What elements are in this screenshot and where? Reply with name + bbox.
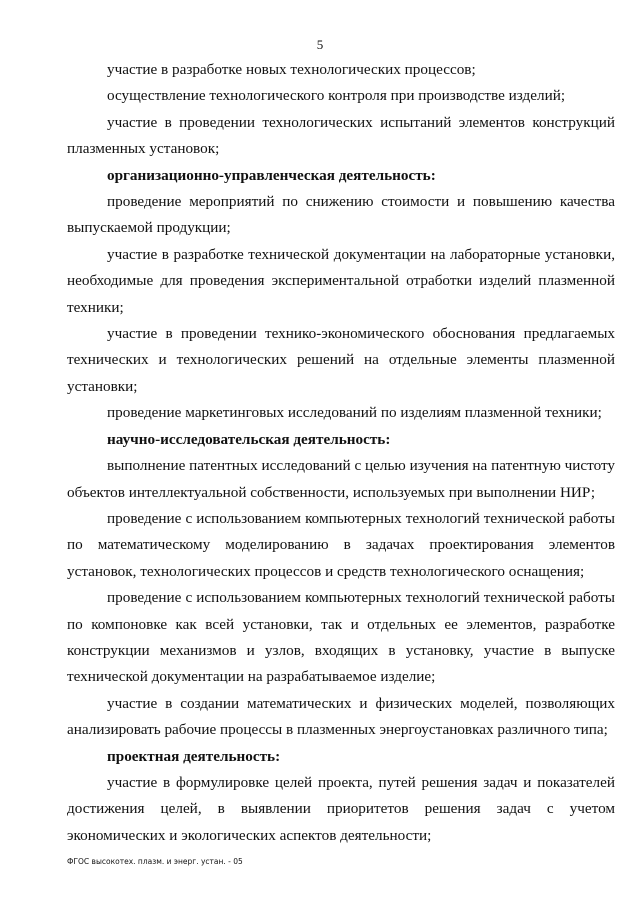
document-body [67, 57, 615, 849]
list-paragraph: участие в проведении технико-экономического обоснования предлагаемых технических и технологических решений на отдельные элементы плазменной установки; [67, 325, 615, 395]
list-paragraph: участие в разработке технической документации на лабораторные установки, необходимые для проведения экспериментальной отработки изделий плазменной техники; [67, 245, 615, 316]
section-heading: организационно-управленческая деятельность: [107, 166, 436, 184]
list-paragraph: участие в создании математических и физических моделей, позволяющих анализировать рабочие процессы в плазменных энергоустановках различного типа; [67, 694, 615, 739]
list-paragraph: участие в проведении технологических испытаний элементов конструкций плазменных установок; [67, 113, 615, 158]
list-paragraph: выполнение патентных исследований с целью изучения на патентную чистоту объектов интеллектуальной собственности, используемых при выполнении НИР; [67, 457, 615, 501]
list-paragraph: проведение с использованием компьютерных технологий технической работы по математическому моделированию в задачах проектирования элементов установок, технологических процессов и средств технологического оснащения; [67, 509, 615, 580]
section-heading: проектная деятельность: [107, 747, 281, 765]
list-paragraph: проведение мероприятий по снижению стоимости и повышению качества выпускаемой продукции; [67, 193, 615, 237]
page-number: 5 [316, 37, 324, 52]
list-paragraph: проведение с использованием компьютерных технологий технической работы по компоновке как всей установки, так и отдельных ее элементов, разработке конструкции механизмов и узлов, входящих в установку, участие в выпуске технической документации на разрабатываемое изделие; [67, 589, 615, 686]
list-paragraph: осуществление технологического контроля при производстве изделий; [107, 87, 566, 105]
page-footer: ФГОС высокотех. плазм. и энерг. устан. - 05 [67, 857, 243, 866]
section-heading: научно-исследовательская деятельность: [107, 430, 391, 448]
list-paragraph: участие в разработке новых технологических процессов; [107, 61, 476, 78]
list-paragraph: проведение маркетинговых исследований по изделиям плазменной техники; [107, 404, 602, 422]
list-paragraph: участие в формулировке целей проекта, путей решения задач и показателей достижения целей, в выявлении приоритетов решения задач с учетом экономических и экологических аспектов деятельности; [67, 773, 615, 844]
